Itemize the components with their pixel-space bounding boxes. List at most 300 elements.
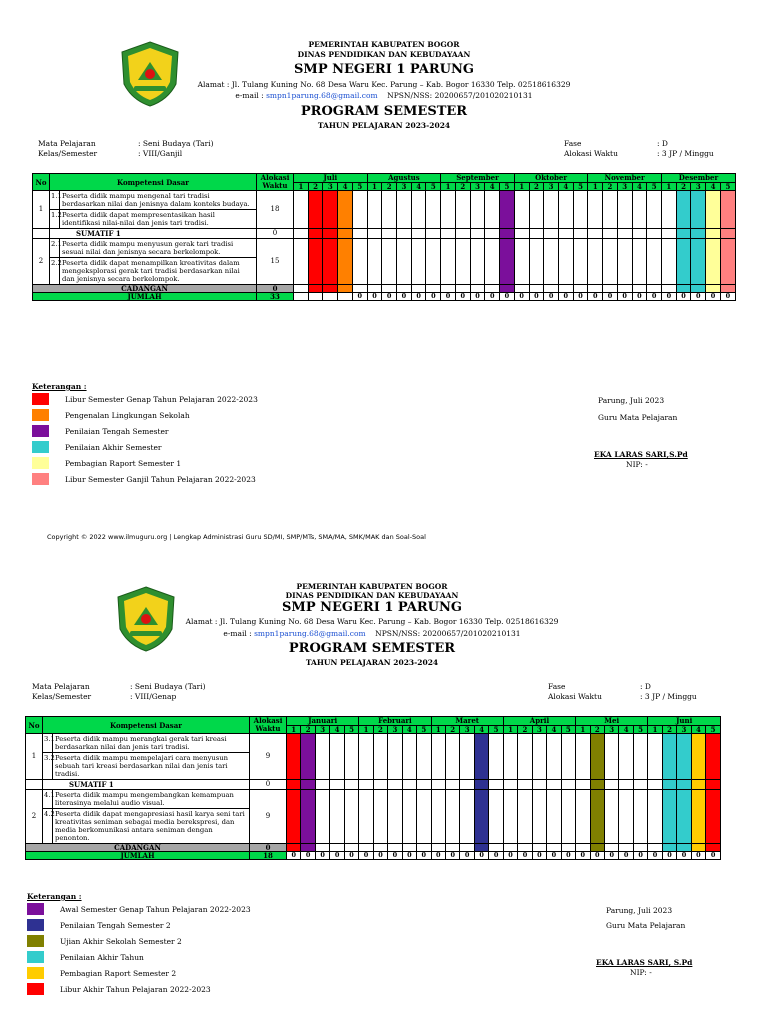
week-cell <box>529 191 544 229</box>
signature-block <box>596 906 693 978</box>
school-year: TAHUN PELAJARAN 2023-2024 <box>305 658 439 667</box>
legend-text: Libur Semester Ganjil Tahun Pelajaran 2022-2023 <box>65 474 256 484</box>
week-cell <box>503 780 517 790</box>
week-cell <box>411 229 426 239</box>
jumlah-week-cell: 0 <box>397 293 412 301</box>
jumlah-week-cell: 0 <box>514 293 529 301</box>
week-cell <box>558 229 573 239</box>
week-cell <box>301 790 315 844</box>
week-cell <box>518 790 532 844</box>
week-header: 3 <box>460 725 474 734</box>
week-cell <box>532 780 546 790</box>
legend-swatch <box>27 951 44 963</box>
alokasi-cell: 18 <box>257 191 294 229</box>
sign-name: EKA LARAS SARI, S.Pd <box>596 958 693 967</box>
week-cell <box>352 239 367 285</box>
week-cell <box>676 229 691 239</box>
legend-text: Libur Semester Genap Tahun Pelajaran 2022-2023 <box>65 394 258 404</box>
no-cell: 2 <box>26 790 43 844</box>
week-cell <box>402 734 416 780</box>
jumlah-week-cell: 0 <box>402 852 416 860</box>
kd-text: Peserta didik mampu mempelajari cara menyusun sebuah tari kreasi berdasarkan nilai dan jenis tari tradisi. <box>53 753 250 780</box>
week-cell <box>647 239 662 285</box>
info-right <box>564 139 714 159</box>
jumlah-week-cell: 0 <box>676 293 691 301</box>
legend-item <box>32 407 258 423</box>
week-cell <box>632 229 647 239</box>
week-cell <box>431 734 445 780</box>
jumlah-week-cell: 0 <box>677 852 691 860</box>
week-cell <box>460 780 474 790</box>
col-no-header: No <box>33 174 50 191</box>
week-cell <box>460 734 474 780</box>
week-cell <box>514 239 529 285</box>
legend-item <box>27 933 251 949</box>
week-cell <box>330 734 344 780</box>
school-name: SMP NEGERI 1 PARUNG <box>294 62 474 77</box>
legend-text: Penilaian Akhir Semester <box>65 442 162 452</box>
table-row-sumatif <box>33 229 736 239</box>
no-cell <box>33 229 50 239</box>
jumlah-week-cell: 0 <box>529 293 544 301</box>
jumlah-week-cell: 0 <box>367 293 382 301</box>
legend-text: Ujian Akhir Sekolah Semester 2 <box>60 936 182 946</box>
week-cell <box>662 734 676 780</box>
week-cell <box>323 239 338 285</box>
legend-text: Libur Akhir Tahun Pelajaran 2022-2023 <box>60 984 211 994</box>
week-cell <box>573 229 588 239</box>
week-cell <box>446 790 460 844</box>
week-cell <box>648 780 662 790</box>
month-header: Maret <box>431 717 503 726</box>
week-cell <box>338 239 353 285</box>
week-cell <box>500 239 515 285</box>
legend-text: Penilaian Tengah Semester <box>65 426 169 436</box>
week-cell <box>503 734 517 780</box>
week-header: 4 <box>485 182 500 191</box>
signature-block <box>594 396 688 470</box>
sign-place: Parung, Juli 2023 <box>606 906 673 915</box>
col-alokasi-header: Alokasi Waktu <box>250 717 287 734</box>
info-left <box>38 139 214 159</box>
week-header: 3 <box>604 725 618 734</box>
week-cell <box>367 229 382 239</box>
school-address: Alamat : Jl. Tulang Kuning No. 68 Desa Waru Kec. Parung – Kab. Bogor 16330 Telp. 02518616329 <box>185 617 559 626</box>
week-cell <box>308 191 323 229</box>
program-semester-genap <box>0 565 768 1024</box>
col-kd-header: Kompetensi Dasar <box>43 717 250 734</box>
week-cell <box>588 239 603 285</box>
sumatif-label: SUMATIF 1 <box>50 229 257 239</box>
alokasi-cell: 0 <box>250 780 287 790</box>
jumlah-week-cell: 0 <box>352 293 367 301</box>
semester-table <box>25 716 721 860</box>
week-header: 4 <box>338 182 353 191</box>
week-cell <box>441 239 456 285</box>
semester-table <box>32 173 736 301</box>
week-cell <box>544 239 559 285</box>
week-cell <box>590 790 604 844</box>
fase-value: : D <box>657 139 668 148</box>
week-cell <box>417 734 431 780</box>
week-cell <box>588 191 603 229</box>
jumlah-week-cell: 0 <box>544 293 559 301</box>
jumlah-week-cell: 0 <box>633 852 647 860</box>
jumlah-week-cell: 0 <box>455 293 470 301</box>
week-header: 4 <box>474 725 488 734</box>
week-header: 2 <box>455 182 470 191</box>
legend-item <box>27 901 251 917</box>
week-header: 1 <box>514 182 529 191</box>
week-cell <box>338 191 353 229</box>
week-cell <box>691 780 705 790</box>
week-header: 4 <box>706 182 721 191</box>
kelas-label: Kelas/Semester <box>32 692 92 701</box>
week-header: 4 <box>619 725 633 734</box>
kd-code: 4.1 <box>43 790 53 809</box>
kd-code: 3.1 <box>43 734 53 753</box>
week-header: 5 <box>426 182 441 191</box>
kd-text: Peserta didik dapat mengapresiasi hasil karya seni tari kreativitas seniman sebagai media berekspresi, dan media berkomunikasi antara seniman dengan penonton. <box>53 809 250 844</box>
jumlah-week-cell: 0 <box>619 852 633 860</box>
week-cell <box>503 790 517 844</box>
week-cell <box>344 780 358 790</box>
header-row-months <box>26 717 721 726</box>
legend-swatch <box>32 441 49 453</box>
week-cell <box>373 780 387 790</box>
alokasi-cell: 0 <box>257 229 294 239</box>
mapel-label: Mata Pelajaran <box>38 139 96 148</box>
jumlah-week-cell: 0 <box>603 293 618 301</box>
month-header: April <box>503 717 575 726</box>
week-header: 2 <box>373 725 387 734</box>
col-no-header: No <box>26 717 43 734</box>
fase-value: : D <box>640 682 651 691</box>
week-cell <box>677 734 691 780</box>
week-cell <box>518 734 532 780</box>
week-cell <box>676 239 691 285</box>
mapel-label: Mata Pelajaran <box>32 682 90 691</box>
week-header: 3 <box>544 182 559 191</box>
sign-role: Guru Mata Pelajaran <box>598 413 678 422</box>
week-cell <box>287 790 301 844</box>
week-header: 4 <box>411 182 426 191</box>
week-cell <box>426 229 441 239</box>
week-cell <box>388 790 402 844</box>
week-cell <box>382 239 397 285</box>
week-header: 3 <box>617 182 632 191</box>
week-header: 1 <box>431 725 445 734</box>
table-row <box>33 239 736 258</box>
col-alokasi-header: Alokasi Waktu <box>257 174 294 191</box>
kd-text: Peserta didik mampu menyusun gerak tari tradisi sesuai nilai dan jenisnya secara berkelompok. <box>60 239 257 258</box>
page-title: PROGRAM SEMESTER <box>300 104 468 119</box>
week-cell <box>706 780 721 790</box>
week-cell <box>603 229 618 239</box>
header-line-2: DINAS PENDIDIKAN DAN KEBUDAYAAN <box>297 50 471 59</box>
kd-code: 1.1 <box>50 191 60 210</box>
alokasi-cell: 9 <box>250 734 287 780</box>
week-cell <box>301 780 315 790</box>
week-cell <box>426 239 441 285</box>
legend-swatch <box>32 473 49 485</box>
kd-text: Peserta didik mampu merangkai gerak tari kreasi berdasarkan nilai dan jenis tari tradisi. <box>53 734 250 753</box>
header-line-1: PEMERINTAH KABUPATEN BOGOR <box>296 582 448 591</box>
legend-swatch <box>27 967 44 979</box>
week-cell <box>706 229 721 239</box>
week-cell <box>485 191 500 229</box>
no-cell: 1 <box>33 191 50 229</box>
week-cell <box>720 229 735 239</box>
week-header: 4 <box>691 725 705 734</box>
alokasi-value: : 3 JP / Minggu <box>657 149 714 158</box>
cadangan-label: CADANGAN <box>33 285 257 293</box>
jumlah-week-cell: 0 <box>573 293 588 301</box>
table-row-jumlah <box>33 293 736 301</box>
week-cell <box>529 229 544 239</box>
jumlah-week-cell: 0 <box>287 852 301 860</box>
legend <box>27 892 251 997</box>
email-link[interactable]: smpn1parung.68@gmail.com <box>266 91 378 100</box>
week-cell <box>691 191 706 229</box>
jumlah-week-cell: 0 <box>382 293 397 301</box>
week-cell <box>308 239 323 285</box>
jumlah-week-cell: 0 <box>301 852 315 860</box>
week-header: 4 <box>547 725 561 734</box>
week-cell <box>441 229 456 239</box>
week-header: 4 <box>402 725 416 734</box>
week-cell <box>573 239 588 285</box>
info-right <box>548 682 697 702</box>
week-cell <box>338 229 353 239</box>
jumlah-week-cell: 0 <box>706 852 721 860</box>
week-cell <box>619 780 633 790</box>
week-cell <box>460 790 474 844</box>
week-cell <box>619 790 633 844</box>
week-cell <box>706 191 721 229</box>
legend-swatch <box>27 983 44 995</box>
jumlah-week-cell: 0 <box>661 293 676 301</box>
fase-label: Fase <box>564 139 582 148</box>
jumlah-week-cell: 0 <box>330 852 344 860</box>
legend-item <box>32 471 258 487</box>
week-cell <box>617 239 632 285</box>
page-title: PROGRAM SEMESTER <box>288 641 456 656</box>
week-header: 2 <box>446 725 460 734</box>
week-cell <box>441 191 456 229</box>
week-header: 3 <box>315 725 329 734</box>
jumlah-week-cell: 0 <box>590 852 604 860</box>
week-cell <box>315 734 329 780</box>
kd-code: 2.2 <box>50 258 60 285</box>
week-cell <box>720 191 735 229</box>
jumlah-week-cell: 0 <box>411 293 426 301</box>
email-link[interactable]: smpn1parung.68@gmail.com <box>254 629 366 638</box>
week-header: 5 <box>573 182 588 191</box>
week-cell <box>382 191 397 229</box>
kd-text: Peserta didik mampu mengenal tari tradisi berdasarkan nilai dan jenisnya dalam konteks budaya. <box>60 191 257 210</box>
week-cell <box>547 734 561 780</box>
week-cell <box>529 239 544 285</box>
legend-swatch <box>27 935 44 947</box>
week-cell <box>590 780 604 790</box>
week-cell <box>647 229 662 239</box>
legend-swatch <box>32 409 49 421</box>
week-cell <box>532 790 546 844</box>
jumlah-week-cell: 0 <box>485 293 500 301</box>
jumlah-value: 33 <box>257 293 294 301</box>
fase-label: Fase <box>548 682 566 691</box>
week-header: 3 <box>323 182 338 191</box>
week-cell <box>323 229 338 239</box>
jumlah-week-cell: 0 <box>647 293 662 301</box>
week-cell <box>500 191 515 229</box>
jumlah-week-cell: 0 <box>446 852 460 860</box>
jumlah-week-cell: 0 <box>632 293 647 301</box>
school-address: Alamat : Jl. Tulang Kuning No. 68 Desa Waru Kec. Parung – Kab. Bogor 16330 Telp. 02518616329 <box>197 80 571 89</box>
kelas-label: Kelas/Semester <box>38 149 98 158</box>
legend-item <box>27 917 251 933</box>
week-cell <box>590 734 604 780</box>
week-cell <box>647 191 662 229</box>
month-header: Januari <box>287 717 359 726</box>
week-cell <box>323 285 338 293</box>
jumlah-week-cell: 0 <box>720 293 735 301</box>
school-year: TAHUN PELAJARAN 2023-2024 <box>317 121 451 130</box>
week-header: 2 <box>590 725 604 734</box>
jumlah-week-cell: 0 <box>706 293 721 301</box>
week-header: 2 <box>676 182 691 191</box>
mapel-value: : Seni Budaya (Tari) <box>130 682 206 691</box>
week-cell <box>547 790 561 844</box>
jumlah-week-cell: 0 <box>576 852 590 860</box>
jumlah-week-cell: 0 <box>474 852 488 860</box>
week-cell <box>633 734 647 780</box>
week-cell <box>604 790 618 844</box>
jumlah-week-cell: 0 <box>359 852 373 860</box>
week-header: 5 <box>489 725 503 734</box>
school-contact <box>0 91 768 100</box>
week-header: 1 <box>648 725 662 734</box>
no-cell: 2 <box>33 239 50 285</box>
week-header: 5 <box>344 725 358 734</box>
month-header: Desember <box>661 174 735 183</box>
week-header: 1 <box>588 182 603 191</box>
sign-nip: NIP: - <box>630 968 652 977</box>
npsn-text: NPSN/NSS: 20200657/201020210131 <box>375 629 521 638</box>
alokasi-label: Alokasi Waktu <box>564 149 618 158</box>
week-cell <box>294 191 309 229</box>
jumlah-week-cell <box>294 293 309 301</box>
month-header: Juni <box>648 717 721 726</box>
legend-item <box>27 965 251 981</box>
sign-place: Parung, Juli 2023 <box>598 396 665 405</box>
week-header: 3 <box>691 182 706 191</box>
kd-text: Peserta didik dapat menampilkan kreativitas dalam mengeksplorasi gerak tari tradisi berdasarkan nilai dan jenisnya secara berkelompok. <box>60 258 257 285</box>
legend-text: Penilaian Tengah Semester 2 <box>60 920 171 930</box>
week-cell <box>648 734 662 780</box>
week-cell <box>411 239 426 285</box>
jumlah-week-cell: 0 <box>417 852 431 860</box>
week-cell <box>294 285 309 293</box>
week-header: 2 <box>382 182 397 191</box>
week-header: 2 <box>662 725 676 734</box>
jumlah-week-cell: 0 <box>503 852 517 860</box>
week-header: 4 <box>330 725 344 734</box>
week-cell <box>691 239 706 285</box>
week-cell <box>677 790 691 844</box>
week-cell <box>603 191 618 229</box>
week-cell <box>359 790 373 844</box>
week-cell <box>489 790 503 844</box>
jumlah-label: JUMLAH <box>33 293 257 301</box>
week-cell <box>677 780 691 790</box>
table-row-sumatif <box>26 780 721 790</box>
week-cell <box>308 229 323 239</box>
week-cell <box>294 229 309 239</box>
week-cell <box>359 780 373 790</box>
week-header: 5 <box>417 725 431 734</box>
week-cell <box>474 734 488 780</box>
week-cell <box>544 229 559 239</box>
legend-item <box>27 981 251 997</box>
npsn-text: NPSN/NSS: 20200657/201020210131 <box>387 91 533 100</box>
jumlah-week-cell: 0 <box>691 852 705 860</box>
week-cell <box>367 239 382 285</box>
week-cell <box>455 229 470 239</box>
week-cell <box>632 239 647 285</box>
info-left <box>32 682 206 702</box>
week-cell <box>561 790 575 844</box>
week-cell <box>344 734 358 780</box>
week-cell <box>330 790 344 844</box>
sign-role: Guru Mata Pelajaran <box>606 921 686 930</box>
col-kd-header: Kompetensi Dasar <box>50 174 257 191</box>
week-cell <box>706 239 721 285</box>
jumlah-week-cell: 0 <box>460 852 474 860</box>
week-header: 3 <box>532 725 546 734</box>
week-header: 5 <box>352 182 367 191</box>
week-header: 1 <box>503 725 517 734</box>
jumlah-week-cell: 0 <box>388 852 402 860</box>
jumlah-week-cell: 0 <box>441 293 456 301</box>
table-row <box>33 191 736 210</box>
header-line-1: PEMERINTAH KABUPATEN BOGOR <box>308 40 460 49</box>
week-cell <box>661 229 676 239</box>
alokasi-cell: 15 <box>257 239 294 285</box>
week-header: 2 <box>518 725 532 734</box>
week-cell <box>426 191 441 229</box>
week-header: 3 <box>397 182 412 191</box>
week-cell <box>388 780 402 790</box>
week-cell <box>470 191 485 229</box>
week-cell <box>632 191 647 229</box>
kelas-value: : VIII/Genap <box>130 692 177 701</box>
week-cell <box>323 191 338 229</box>
week-cell <box>500 229 515 239</box>
week-cell <box>489 734 503 780</box>
week-cell <box>417 790 431 844</box>
cadangan-value: 0 <box>250 844 287 852</box>
cadangan-value: 0 <box>257 285 294 293</box>
week-header: 2 <box>301 725 315 734</box>
jumlah-week-cell: 0 <box>489 852 503 860</box>
week-cell <box>633 790 647 844</box>
week-cell <box>367 191 382 229</box>
jumlah-week-cell: 0 <box>518 852 532 860</box>
legend-item <box>27 949 251 965</box>
week-header: 1 <box>576 725 590 734</box>
